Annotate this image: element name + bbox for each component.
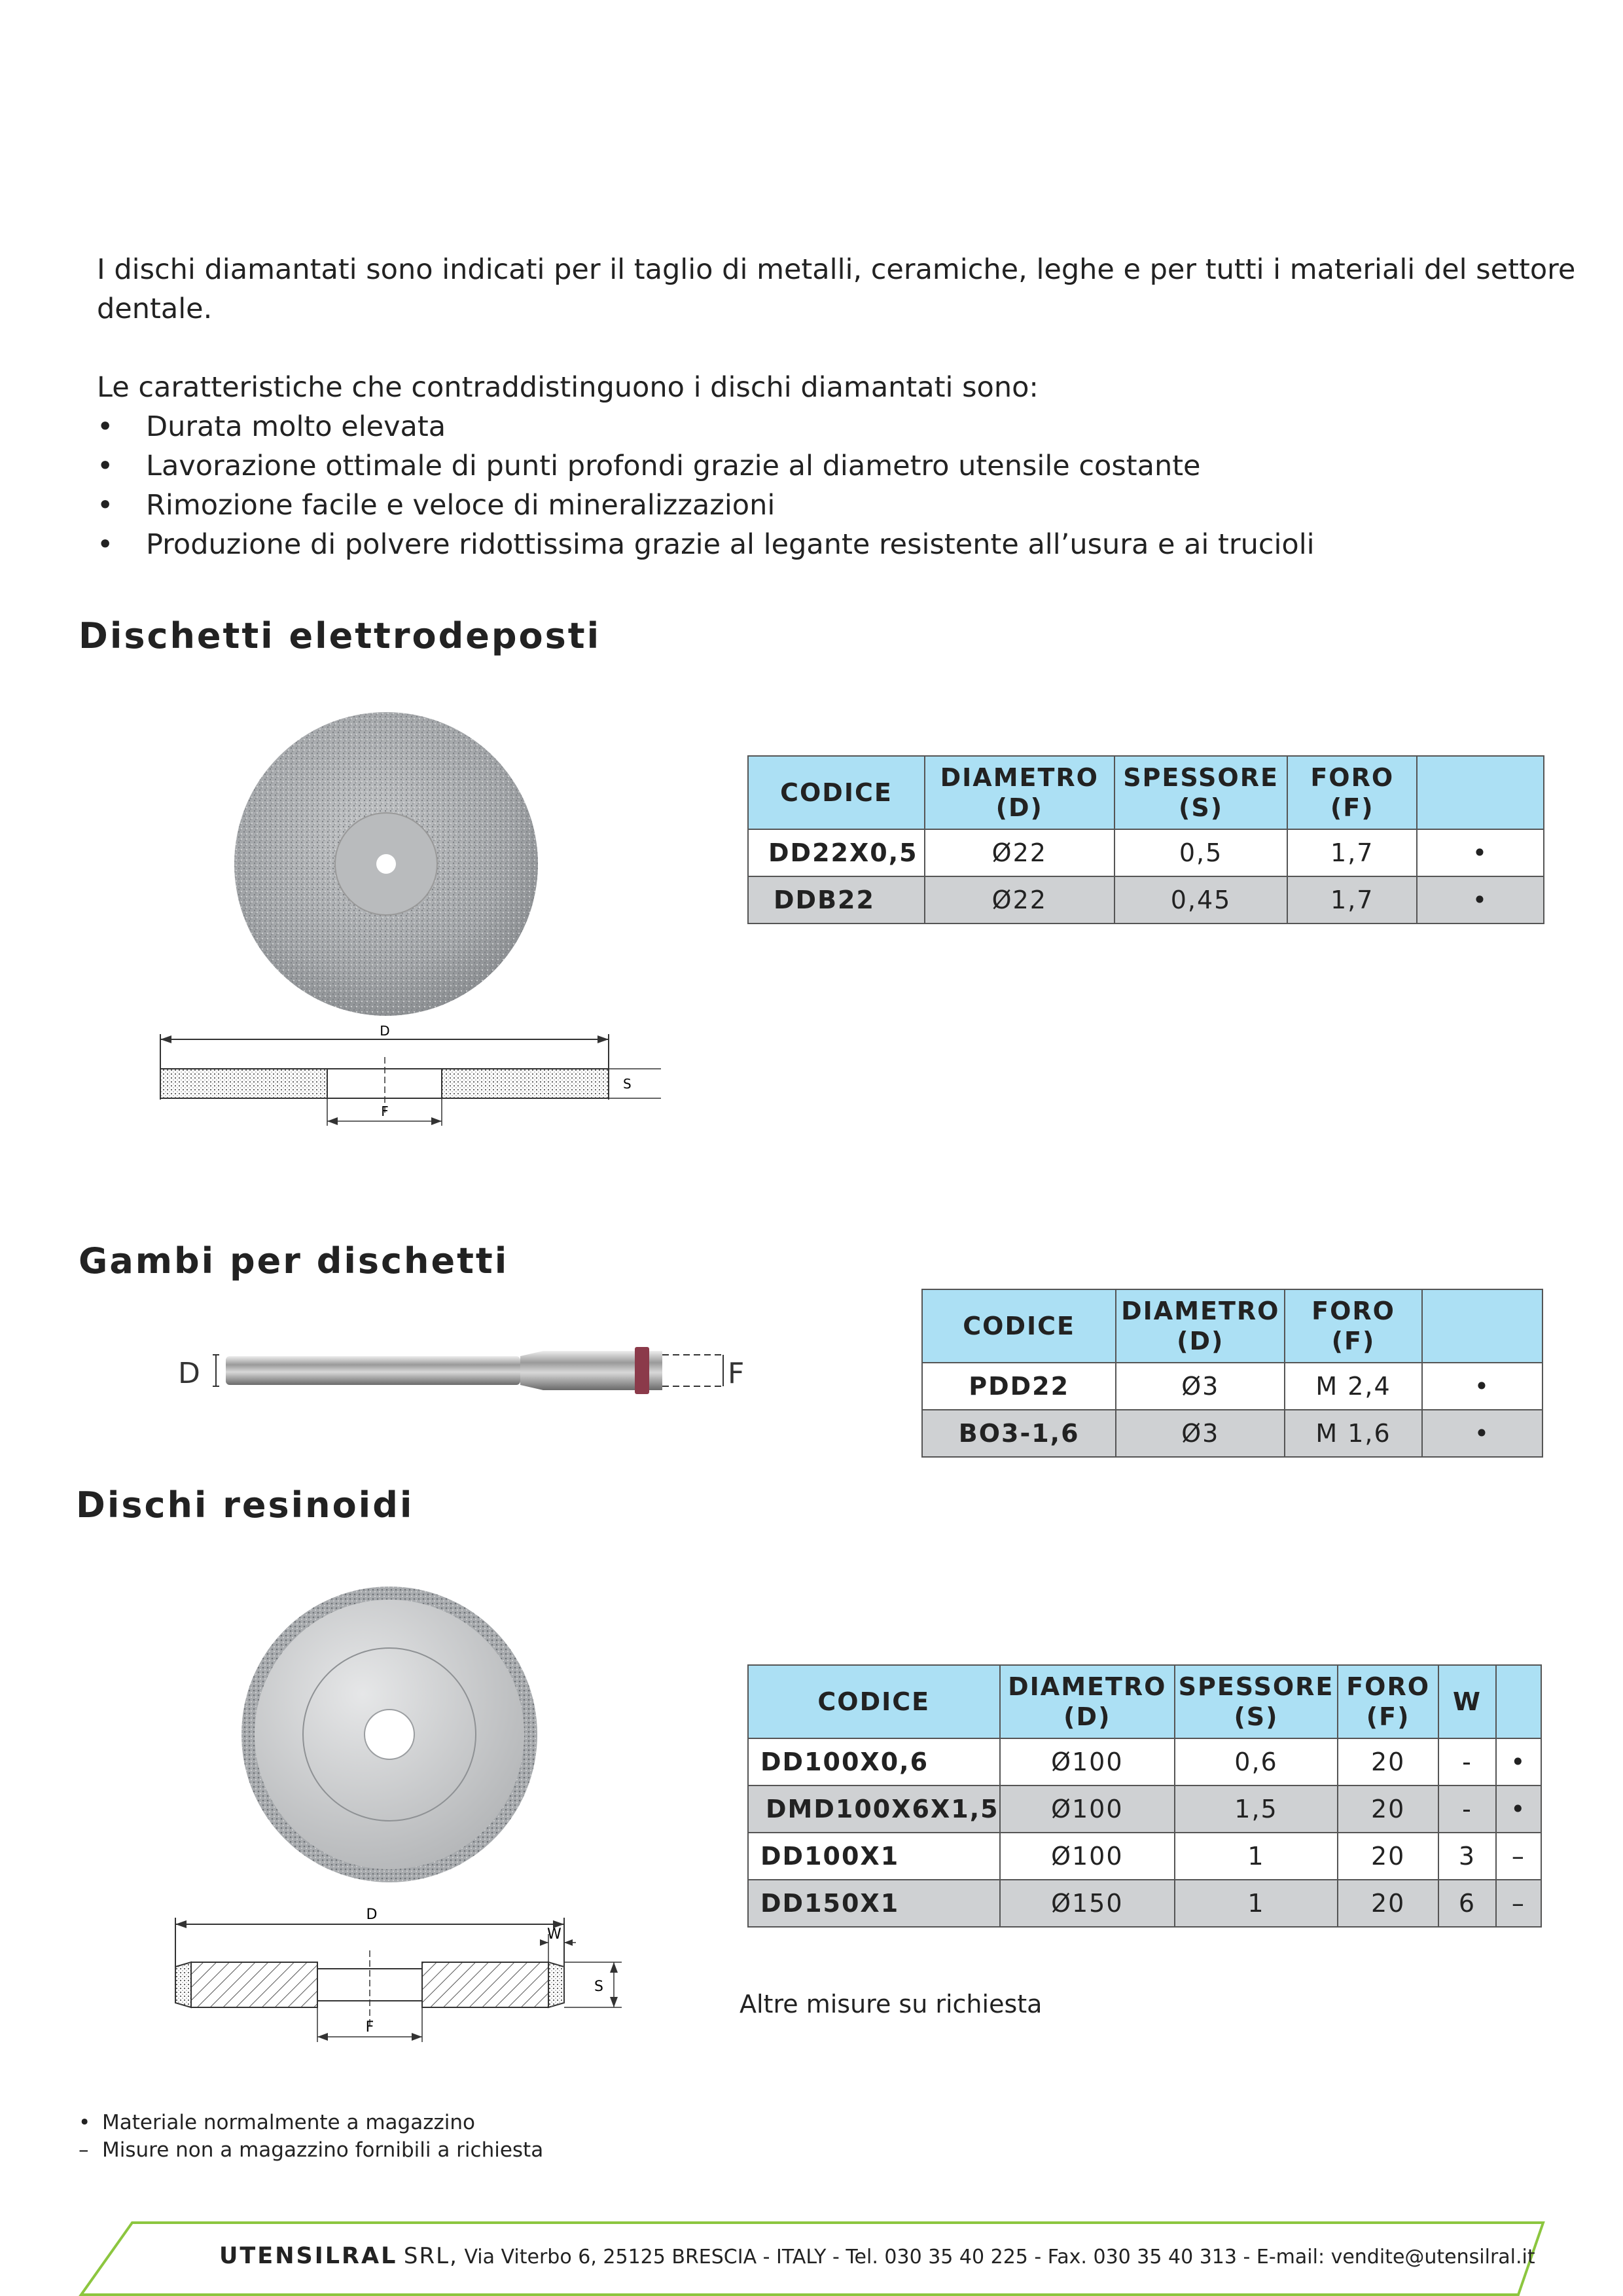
table-resinoidi	[747, 1664, 1542, 1928]
header-foro: FORO (F)	[1338, 1665, 1438, 1738]
cell-hole: 1,7	[1287, 829, 1417, 876]
resin-disc-image	[239, 1584, 540, 1885]
legend-item	[79, 2109, 543, 2136]
resin-diagram-label-d: D	[366, 1907, 378, 1923]
cell-diameter: Ø22	[925, 876, 1115, 924]
legend-symbol: –	[79, 2138, 89, 2162]
shank-label-d: D	[178, 1357, 200, 1390]
legend	[79, 2109, 543, 2164]
legend-item	[79, 2136, 543, 2164]
header-diametro: DIAMETRO (D)	[1116, 1289, 1285, 1363]
shank-label-f: F	[728, 1357, 745, 1390]
cell-thickness: 0,45	[1115, 876, 1288, 924]
feature-list	[97, 407, 1576, 564]
intro-line-1: I dischi diamantati sono indicati per il taglio di metalli, ceramiche, leghe e per tutti i materiali del settore dentale.	[97, 253, 1576, 325]
cell-availability: •	[1417, 876, 1544, 924]
header-codice: CODICE	[748, 756, 925, 829]
section-heading-dischetti: Dischetti elettrodeposti	[79, 615, 601, 656]
list-item: • Durata molto elevata	[97, 407, 1576, 446]
cell-code: BO3-1,6	[922, 1410, 1116, 1457]
table-row	[748, 1738, 1541, 1785]
cell-diameter: Ø3	[1116, 1410, 1285, 1457]
table-row	[748, 829, 1544, 876]
cell-diameter: Ø3	[1116, 1363, 1285, 1410]
cell-availability: –	[1496, 1880, 1541, 1927]
cell-availability: •	[1417, 829, 1544, 876]
footer	[79, 2221, 1544, 2296]
header-availability	[1417, 756, 1544, 829]
header-codice: CODICE	[748, 1665, 1000, 1738]
cell-availability: •	[1422, 1363, 1543, 1410]
cell-hole: 20	[1338, 1738, 1438, 1785]
table-row	[748, 1833, 1541, 1880]
cell-w: 6	[1438, 1880, 1495, 1927]
diagram-label-f: F	[381, 1103, 389, 1119]
cell-availability: –	[1496, 1833, 1541, 1880]
shank-image	[177, 1335, 766, 1407]
header-foro: FORO (F)	[1287, 756, 1417, 829]
cell-diameter: Ø100	[1000, 1833, 1175, 1880]
cell-thickness: 0,5	[1115, 829, 1288, 876]
company-name: UTENSILRAL	[219, 2243, 398, 2269]
header-availability	[1422, 1289, 1543, 1363]
cell-diameter: Ø100	[1000, 1785, 1175, 1833]
header-foro: FORO (F)	[1285, 1289, 1422, 1363]
cell-diameter: Ø22	[925, 829, 1115, 876]
header-diametro: DIAMETRO (D)	[1000, 1665, 1175, 1738]
cell-code: PDD22	[922, 1363, 1116, 1410]
cell-thickness: 1	[1175, 1880, 1338, 1927]
cell-thickness: 1,5	[1175, 1785, 1338, 1833]
resin-diagram-label-f: F	[365, 2019, 374, 2036]
cell-code: DD100X0,6	[748, 1738, 1000, 1785]
cell-w: -	[1438, 1785, 1495, 1833]
intro-text	[97, 250, 1576, 564]
cell-hole: 20	[1338, 1833, 1438, 1880]
diagram-label-s: S	[623, 1076, 632, 1092]
intro-line-2: Le caratteristiche che contraddistinguono i dischi diamantati sono:	[97, 371, 1039, 404]
cell-code: DD22X0,5	[748, 829, 925, 876]
header-spessore: SPESSORE (S)	[1175, 1665, 1338, 1738]
list-item: • Rimozione facile e veloce di mineralizzazioni	[97, 486, 1576, 525]
cell-w: -	[1438, 1738, 1495, 1785]
cell-code: DMD100X6X1,5	[748, 1785, 1000, 1833]
cell-hole: M 1,6	[1285, 1410, 1422, 1457]
table-gambi	[921, 1289, 1543, 1458]
company-suffix: SRL,	[403, 2243, 458, 2269]
section-heading-resinoidi: Dischi resinoidi	[76, 1484, 414, 1526]
header-diametro: DIAMETRO (D)	[925, 756, 1115, 829]
list-item: • Produzione di polvere ridottissima grazie al legante resistente all’usura e ai trucioli	[97, 525, 1576, 564]
header-availability	[1496, 1665, 1541, 1738]
resin-disc-section-diagram	[164, 1885, 635, 2055]
cell-hole: 20	[1338, 1785, 1438, 1833]
header-spessore: SPESSORE (S)	[1115, 756, 1288, 829]
footer-contact	[219, 2243, 1535, 2269]
cell-hole: 1,7	[1287, 876, 1417, 924]
legend-text: Misure non a magazzino fornibili a richiesta	[102, 2138, 544, 2162]
note-other-sizes: Altre misure su richiesta	[740, 1990, 1043, 2018]
resin-diagram-label-w: W	[547, 1926, 562, 1943]
header-codice: CODICE	[922, 1289, 1116, 1363]
cell-hole: 20	[1338, 1880, 1438, 1927]
cell-diameter: Ø100	[1000, 1738, 1175, 1785]
cell-w: 3	[1438, 1833, 1495, 1880]
cell-hole: M 2,4	[1285, 1363, 1422, 1410]
table-row	[748, 1785, 1541, 1833]
cell-code: DD100X1	[748, 1833, 1000, 1880]
cell-thickness: 0,6	[1175, 1738, 1338, 1785]
section-heading-gambi: Gambi per dischetti	[79, 1240, 509, 1282]
cell-availability: •	[1422, 1410, 1543, 1457]
company-address: Via Viterbo 6, 25125 BRESCIA - ITALY - Tel. 030 35 40 225 - Fax. 030 35 40 313 - E-mail: vendite@utensilral.it	[464, 2246, 1535, 2269]
diamond-disc-image	[232, 710, 540, 1018]
table-row	[922, 1363, 1543, 1410]
table-row	[748, 876, 1544, 924]
cell-thickness: 1	[1175, 1833, 1338, 1880]
cell-code: DD150X1	[748, 1880, 1000, 1927]
table-row	[748, 1880, 1541, 1927]
legend-symbol: •	[79, 2111, 91, 2134]
header-w: W	[1438, 1665, 1495, 1738]
cell-code: DDB22	[748, 876, 925, 924]
resin-diagram-label-s: S	[594, 1979, 603, 1995]
legend-text: Materiale normalmente a magazzino	[102, 2111, 475, 2134]
cell-diameter: Ø150	[1000, 1880, 1175, 1927]
diagram-label-d: D	[380, 1023, 390, 1039]
cell-availability: •	[1496, 1738, 1541, 1785]
list-item: • Lavorazione ottimale di punti profondi grazie al diametro utensile costante	[97, 446, 1576, 486]
disc-section-diagram	[151, 1018, 674, 1136]
table-dischetti	[747, 755, 1544, 924]
table-row	[922, 1410, 1543, 1457]
cell-availability: •	[1496, 1785, 1541, 1833]
